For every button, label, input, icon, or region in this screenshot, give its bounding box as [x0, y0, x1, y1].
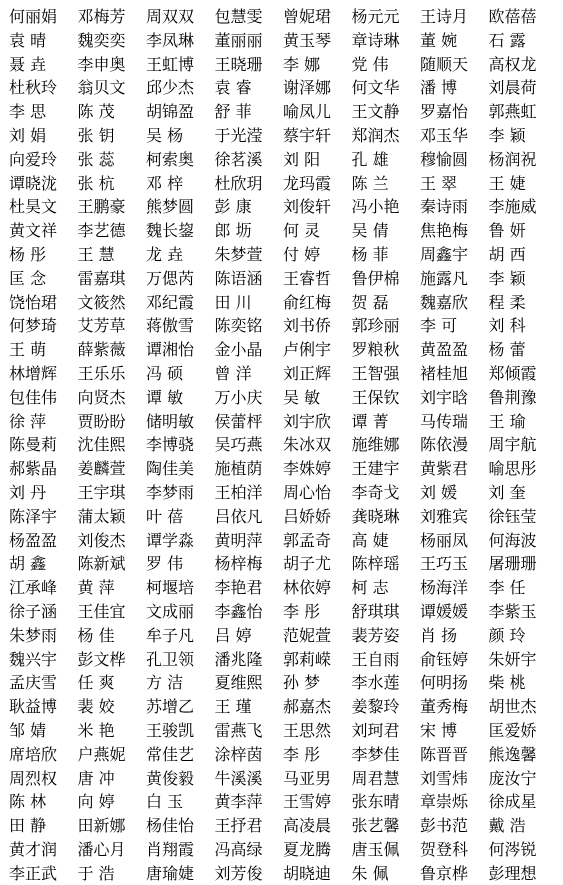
- name-cell: 吕依凡: [214, 506, 263, 526]
- name-cell: 唐瑜婕: [146, 863, 195, 883]
- name-cell: 胡 鑫: [9, 554, 47, 574]
- name-cell: 李 彤: [283, 601, 321, 621]
- name-cell: 李 彤: [283, 744, 321, 764]
- name-cell: 刘俊杰: [77, 530, 126, 550]
- name-cell: 柴 桃: [488, 673, 526, 693]
- name-cell: 饶怡珺: [9, 292, 58, 312]
- name-cell: 彭 康: [214, 197, 252, 217]
- name-cell: 舒 菲: [214, 102, 252, 122]
- name-cell: 李 颖: [488, 125, 526, 145]
- name-cell: 夏维熙: [214, 673, 263, 693]
- name-cell: 叶 蓓: [146, 506, 184, 526]
- name-cell: 聂 垚: [9, 54, 47, 74]
- name-cell: 谭学淼: [146, 530, 195, 550]
- name-cell: 潘心月: [77, 839, 126, 859]
- name-cell: 黄 萍: [77, 578, 115, 598]
- name-cell: 褚桂旭: [420, 363, 469, 383]
- name-cell: 郎 坜: [214, 221, 252, 241]
- name-cell: 马亚男: [283, 768, 332, 788]
- name-cell: 彭理想: [488, 863, 537, 883]
- name-cell: 王 瑜: [488, 411, 526, 431]
- name-cell: 胡锦盈: [146, 102, 195, 122]
- name-cell: 袁 睿: [214, 78, 252, 98]
- name-cell: 欧蓓蓓: [488, 7, 537, 26]
- name-cell: 贾盼盼: [77, 411, 126, 431]
- name-cell: 侯蕾枰: [214, 411, 263, 431]
- name-cell: 肖 扬: [420, 625, 458, 645]
- name-cell: 刘 奎: [488, 482, 526, 502]
- name-cell: 随顺天: [420, 54, 469, 74]
- name-cell: 刘宇晗: [420, 387, 469, 407]
- name-cell: 徐钰莹: [488, 506, 537, 526]
- name-cell: 王自雨: [351, 649, 400, 669]
- name-cell: 刘珂君: [351, 720, 400, 740]
- name-cell: 刘 丹: [9, 482, 47, 502]
- name-cell: 王乐乐: [77, 363, 126, 383]
- name-cell: 穆愉圆: [420, 149, 469, 169]
- name-cell: 翁贝文: [77, 78, 126, 98]
- name-cell: 王文静: [351, 102, 400, 122]
- name-cell: 方 洁: [146, 673, 184, 693]
- name-cell: 高权龙: [488, 54, 537, 74]
- name-cell: 杨 菲: [351, 244, 389, 264]
- name-cell: 郝紫晶: [9, 459, 58, 479]
- name-cell: 杨元元: [351, 7, 400, 26]
- name-cell: 王骏凯: [146, 720, 195, 740]
- name-cell: 范妮萱: [283, 625, 332, 645]
- name-cell: 文成丽: [146, 601, 195, 621]
- name-cell: 王 翠: [420, 173, 458, 193]
- name-cell: 付 婷: [283, 244, 321, 264]
- name-cell: 徐子涵: [9, 601, 58, 621]
- name-cell: 陈新斌: [77, 554, 126, 574]
- name-cell: 彭书范: [420, 816, 469, 836]
- name-cell: 何 灵: [283, 221, 321, 241]
- name-cell: 沈佳熙: [77, 435, 126, 455]
- name-cell: 陈依漫: [420, 435, 469, 455]
- name-cell: 孔卫领: [146, 649, 195, 669]
- name-cell: 何丽娟: [9, 7, 58, 26]
- name-cell: 徐成星: [488, 792, 537, 812]
- name-cell: 匡爱娇: [488, 720, 537, 740]
- name-cell: 周宇航: [488, 435, 537, 455]
- name-cell: 朱梦萱: [214, 244, 263, 264]
- name-cell: 匡 念: [9, 268, 47, 288]
- name-cell: 徐 萍: [9, 411, 47, 431]
- name-cell: 董秀梅: [420, 697, 469, 717]
- name-cell: 杨 彤: [9, 244, 47, 264]
- name-cell: 储明敏: [146, 411, 195, 431]
- name-cell: 吕 婷: [214, 625, 252, 645]
- name-cell: 孔 雄: [351, 149, 389, 169]
- name-cell: 王巧玉: [420, 554, 469, 574]
- name-cell: 杨丽凤: [420, 530, 469, 550]
- name-cell: 谭 菁: [351, 411, 389, 431]
- name-cell: 王思然: [283, 720, 332, 740]
- name-cell: 刘书侨: [283, 316, 332, 336]
- name-cell: 田新娜: [77, 816, 126, 836]
- name-cell: 陈 兰: [351, 173, 389, 193]
- name-cell: 陈泽宇: [9, 506, 58, 526]
- name-cell: 邓梅芳: [77, 7, 126, 26]
- name-cell: 徐茗溪: [214, 149, 263, 169]
- name-cell: 魏奕奕: [77, 30, 126, 50]
- name-cell: 王虹博: [146, 54, 195, 74]
- name-cell: 唐 冲: [77, 768, 115, 788]
- name-cell: 黄明萍: [214, 530, 263, 550]
- name-cell: 陈曼莉: [9, 435, 58, 455]
- name-cell: 刘 娟: [9, 125, 47, 145]
- name-cell: 杨梓梅: [214, 554, 263, 574]
- name-cell: 陈奕铭: [214, 316, 263, 336]
- name-cell: 江承峰: [9, 578, 58, 598]
- name-cell: 熊梦圆: [146, 197, 195, 217]
- name-cell: 孙 梦: [283, 673, 321, 693]
- name-cell: 周双双: [146, 7, 195, 26]
- name-cell: 邓 梓: [146, 173, 184, 193]
- name-cell: 刘 媛: [420, 482, 458, 502]
- name-cell: 谭湘怡: [146, 340, 195, 360]
- name-cell: 何文华: [351, 78, 400, 98]
- name-cell: 艾芳草: [77, 316, 126, 336]
- name-cell: 贺登科: [420, 839, 469, 859]
- name-cell: 林增辉: [9, 363, 58, 383]
- name-cell: 周烈权: [9, 768, 58, 788]
- name-cell: 郑润杰: [351, 125, 400, 145]
- name-cell: 龚晓琳: [351, 506, 400, 526]
- name-cell: 常佳艺: [146, 744, 195, 764]
- name-cell: 俞红梅: [283, 292, 332, 312]
- name-cell: 杨佳怡: [146, 816, 195, 836]
- name-cell: 田 静: [9, 816, 47, 836]
- name-cell: 王 萌: [9, 340, 47, 360]
- name-cell: 黄俊毅: [146, 768, 195, 788]
- name-cell: 何涔锐: [488, 839, 537, 859]
- name-cell: 朱梦雨: [9, 625, 58, 645]
- name-cell: 薛紫薇: [77, 340, 126, 360]
- name-cell: 屠珊珊: [488, 554, 537, 574]
- name-cell: 朱 佩: [351, 863, 389, 883]
- name-cell: 牛溪溪: [214, 768, 263, 788]
- name-cell: 张东晴: [351, 792, 400, 812]
- name-cell: 胡子尤: [283, 554, 332, 574]
- name-cell: 高 婕: [351, 530, 389, 550]
- name-cell: 潘兆隆: [214, 649, 263, 669]
- name-cell: 马传瑞: [420, 411, 469, 431]
- name-cell: 王柏洋: [214, 482, 263, 502]
- name-cell: 姜黎玲: [351, 697, 400, 717]
- name-cell: 张 杭: [77, 173, 115, 193]
- name-cell: 邓纪霞: [146, 292, 195, 312]
- name-cell: 李 任: [488, 578, 526, 598]
- name-cell: 包慧雯: [214, 7, 263, 26]
- name-cell: 郭燕虹: [488, 102, 537, 122]
- name-cell: 金小晶: [214, 340, 263, 360]
- name-cell: 户燕妮: [77, 744, 126, 764]
- name-cell: 于 浩: [77, 863, 115, 883]
- name-cell: 杜昊文: [9, 197, 58, 217]
- name-cell: 王智强: [351, 363, 400, 383]
- name-cell: 李梦佳: [351, 744, 400, 764]
- name-cell: 李姝婷: [283, 459, 332, 479]
- name-cell: 黄紫君: [420, 459, 469, 479]
- name-cell: 李 思: [9, 102, 47, 122]
- name-cell: 孟庆雪: [9, 673, 58, 693]
- name-cell: 雷燕飞: [214, 720, 263, 740]
- name-cell: 王雪婷: [283, 792, 332, 812]
- name-cell: 柯 志: [351, 578, 389, 598]
- name-cell: 鲁 妍: [488, 221, 526, 241]
- name-cell: 陈 茂: [77, 102, 115, 122]
- name-cell: 姜麟萱: [77, 459, 126, 479]
- name-cell: 施露凡: [420, 268, 469, 288]
- name-cell: 席培欣: [9, 744, 58, 764]
- name-cell: 米 艳: [77, 720, 115, 740]
- name-cell: 杜欣玥: [214, 173, 263, 193]
- name-cell: 李鑫怡: [214, 601, 263, 621]
- name-cell: 杨 蕾: [488, 340, 526, 360]
- name-cell: 刘 科: [488, 316, 526, 336]
- name-cell: 焦艳梅: [420, 221, 469, 241]
- name-cell: 王抒君: [214, 816, 263, 836]
- name-cell: 柯索奥: [146, 149, 195, 169]
- name-roster-grid: [9, 5, 557, 885]
- name-cell: 俞钰婷: [420, 649, 469, 669]
- name-cell: 蔡宇轩: [283, 125, 332, 145]
- name-cell: 庞汝宁: [488, 768, 537, 788]
- name-cell: 涂梓茵: [214, 744, 263, 764]
- name-cell: 邓玉华: [420, 125, 469, 145]
- name-cell: 喻思彤: [488, 459, 537, 479]
- name-cell: 何海波: [488, 530, 537, 550]
- name-cell: 谭晓泷: [9, 173, 58, 193]
- name-cell: 胡晓迪: [283, 863, 332, 883]
- name-cell: 喻凤儿: [283, 102, 332, 122]
- name-cell: 曾妮珺: [283, 7, 332, 26]
- name-cell: 鲁荆豫: [488, 387, 537, 407]
- name-cell: 刘俊轩: [283, 197, 332, 217]
- name-cell: 任 爽: [77, 673, 115, 693]
- name-cell: 宋 博: [420, 720, 458, 740]
- name-cell: 周君慧: [351, 768, 400, 788]
- name-cell: 李艳君: [214, 578, 263, 598]
- name-cell: 魏嘉欣: [420, 292, 469, 312]
- name-cell: 潘 博: [420, 78, 458, 98]
- name-cell: 裴芳姿: [351, 625, 400, 645]
- name-cell: 冯 硕: [146, 363, 184, 383]
- name-cell: 程 柔: [488, 292, 526, 312]
- name-cell: 胡世杰: [488, 697, 537, 717]
- name-cell: 肖翔霞: [146, 839, 195, 859]
- name-cell: 何梦琦: [9, 316, 58, 336]
- name-cell: 杨 佳: [77, 625, 115, 645]
- name-cell: 刘晨荷: [488, 78, 537, 98]
- name-cell: 董丽丽: [214, 30, 263, 50]
- name-cell: 郭莉嵘: [283, 649, 332, 669]
- name-cell: 刘 阳: [283, 149, 321, 169]
- name-cell: 于光滢: [214, 125, 263, 145]
- name-cell: 王晓珊: [214, 54, 263, 74]
- name-cell: 卢俐宇: [283, 340, 332, 360]
- name-cell: 邱少杰: [146, 78, 195, 98]
- name-cell: 刘芳俊: [214, 863, 263, 883]
- name-cell: 高凌晨: [283, 816, 332, 836]
- name-cell: 王 瑾: [214, 697, 252, 717]
- name-cell: 黄文祥: [9, 221, 58, 241]
- name-cell: 吴 敏: [283, 387, 321, 407]
- name-cell: 何明扬: [420, 673, 469, 693]
- name-cell: 李艺德: [77, 221, 126, 241]
- name-cell: 吴 倩: [351, 221, 389, 241]
- name-cell: 章崇烁: [420, 792, 469, 812]
- name-cell: 夏龙腾: [283, 839, 332, 859]
- name-cell: 龙玛霞: [283, 173, 332, 193]
- name-cell: 万偲芮: [146, 268, 195, 288]
- name-cell: 苏增乙: [146, 697, 195, 717]
- name-cell: 黄玉琴: [283, 30, 332, 50]
- name-cell: 周鑫宇: [420, 244, 469, 264]
- name-cell: 向 婷: [77, 792, 115, 812]
- name-cell: 林依婷: [283, 578, 332, 598]
- name-cell: 黄盈盈: [420, 340, 469, 360]
- name-cell: 秦诗雨: [420, 197, 469, 217]
- name-cell: 牟子凡: [146, 625, 195, 645]
- name-cell: 王睿哲: [283, 268, 332, 288]
- name-cell: 李奇戈: [351, 482, 400, 502]
- name-cell: 王诗月: [420, 7, 469, 26]
- name-cell: 陈晋晋: [420, 744, 469, 764]
- name-cell: 罗粮秋: [351, 340, 400, 360]
- name-cell: 吕娇娇: [283, 506, 332, 526]
- name-cell: 杜秋玲: [9, 78, 58, 98]
- name-cell: 李水莲: [351, 673, 400, 693]
- name-cell: 郑倾霞: [488, 363, 537, 383]
- name-cell: 罗 伟: [146, 554, 184, 574]
- name-cell: 陈梓瑶: [351, 554, 400, 574]
- name-cell: 王宇琪: [77, 482, 126, 502]
- name-cell: 邹 婧: [9, 720, 47, 740]
- name-cell: 龙 垚: [146, 244, 184, 264]
- name-cell: 魏兴宇: [9, 649, 58, 669]
- name-cell: 杨海洋: [420, 578, 469, 598]
- name-cell: 戴 浩: [488, 816, 526, 836]
- name-cell: 刘雪炜: [420, 768, 469, 788]
- name-cell: 贺 磊: [351, 292, 389, 312]
- name-cell: 李博骁: [146, 435, 195, 455]
- name-cell: 谢泽娜: [283, 78, 332, 98]
- name-cell: 李施威: [488, 197, 537, 217]
- name-cell: 刘正辉: [283, 363, 332, 383]
- name-cell: 李凤琳: [146, 30, 195, 50]
- name-cell: 郭珍丽: [351, 316, 400, 336]
- name-cell: 鲁京桦: [420, 863, 469, 883]
- name-cell: 朱妍宇: [488, 649, 537, 669]
- name-cell: 谭 敏: [146, 387, 184, 407]
- name-cell: 李梦雨: [146, 482, 195, 502]
- name-cell: 郭孟奇: [283, 530, 332, 550]
- name-cell: 章诗琳: [351, 30, 400, 50]
- name-cell: 裴 姣: [77, 697, 115, 717]
- name-cell: 舒琪琪: [351, 601, 400, 621]
- name-cell: 田 川: [214, 292, 252, 312]
- name-cell: 李 颖: [488, 268, 526, 288]
- name-cell: 吴巧燕: [214, 435, 263, 455]
- name-cell: 刘宇欣: [283, 411, 332, 431]
- name-cell: 向爱玲: [9, 149, 58, 169]
- name-cell: 施植荫: [214, 459, 263, 479]
- name-cell: 魏长鋆: [146, 221, 195, 241]
- name-cell: 陈语涵: [214, 268, 263, 288]
- name-cell: 包佳伟: [9, 387, 58, 407]
- name-cell: 施维娜: [351, 435, 400, 455]
- name-cell: 王佳宜: [77, 601, 126, 621]
- name-cell: 白 玉: [146, 792, 184, 812]
- name-cell: 李紫玉: [488, 601, 537, 621]
- name-cell: 董 婉: [420, 30, 458, 50]
- name-cell: 罗嘉怡: [420, 102, 469, 122]
- name-cell: 黄李萍: [214, 792, 263, 812]
- name-cell: 王 慧: [77, 244, 115, 264]
- name-cell: 杨润祝: [488, 149, 537, 169]
- name-cell: 蒲太颖: [77, 506, 126, 526]
- name-cell: 袁 晴: [9, 30, 47, 50]
- name-cell: 文筱然: [77, 292, 126, 312]
- name-cell: 王建宇: [351, 459, 400, 479]
- name-cell: 郝嘉杰: [283, 697, 332, 717]
- name-cell: 张 蕊: [77, 149, 115, 169]
- name-cell: 向贤杰: [77, 387, 126, 407]
- name-cell: 朱冰双: [283, 435, 332, 455]
- name-cell: 王 婕: [488, 173, 526, 193]
- name-cell: 冯小艳: [351, 197, 400, 217]
- name-cell: 李正武: [9, 863, 58, 883]
- name-cell: 党 伟: [351, 54, 389, 74]
- name-cell: 耿益博: [9, 697, 58, 717]
- name-cell: 李申奥: [77, 54, 126, 74]
- name-cell: 冯高绿: [214, 839, 263, 859]
- name-cell: 黄才润: [9, 839, 58, 859]
- name-cell: 陶佳美: [146, 459, 195, 479]
- name-cell: 陈 林: [9, 792, 47, 812]
- name-cell: 刘雅宾: [420, 506, 469, 526]
- name-cell: 柯堰培: [146, 578, 195, 598]
- name-cell: 张艺馨: [351, 816, 400, 836]
- name-cell: 周心怡: [283, 482, 332, 502]
- name-cell: 张 钥: [77, 125, 115, 145]
- name-cell: 谭媛媛: [420, 601, 469, 621]
- name-cell: 杨盈盈: [9, 530, 58, 550]
- name-cell: 彭文桦: [77, 649, 126, 669]
- name-cell: 曾 洋: [214, 363, 252, 383]
- name-cell: 蒋傲雪: [146, 316, 195, 336]
- name-cell: 熊逸馨: [488, 744, 537, 764]
- name-cell: 王保钦: [351, 387, 400, 407]
- name-cell: 胡 西: [488, 244, 526, 264]
- name-cell: 吴 杨: [146, 125, 184, 145]
- name-cell: 王鹏豪: [77, 197, 126, 217]
- name-cell: 李 娜: [283, 54, 321, 74]
- name-cell: 颜 玲: [488, 625, 526, 645]
- name-cell: 李 可: [420, 316, 458, 336]
- name-cell: 鲁伊棉: [351, 268, 400, 288]
- name-cell: 石 露: [488, 30, 526, 50]
- name-cell: 雷嘉琪: [77, 268, 126, 288]
- name-cell: 万小庆: [214, 387, 263, 407]
- name-cell: 唐玉佩: [351, 839, 400, 859]
